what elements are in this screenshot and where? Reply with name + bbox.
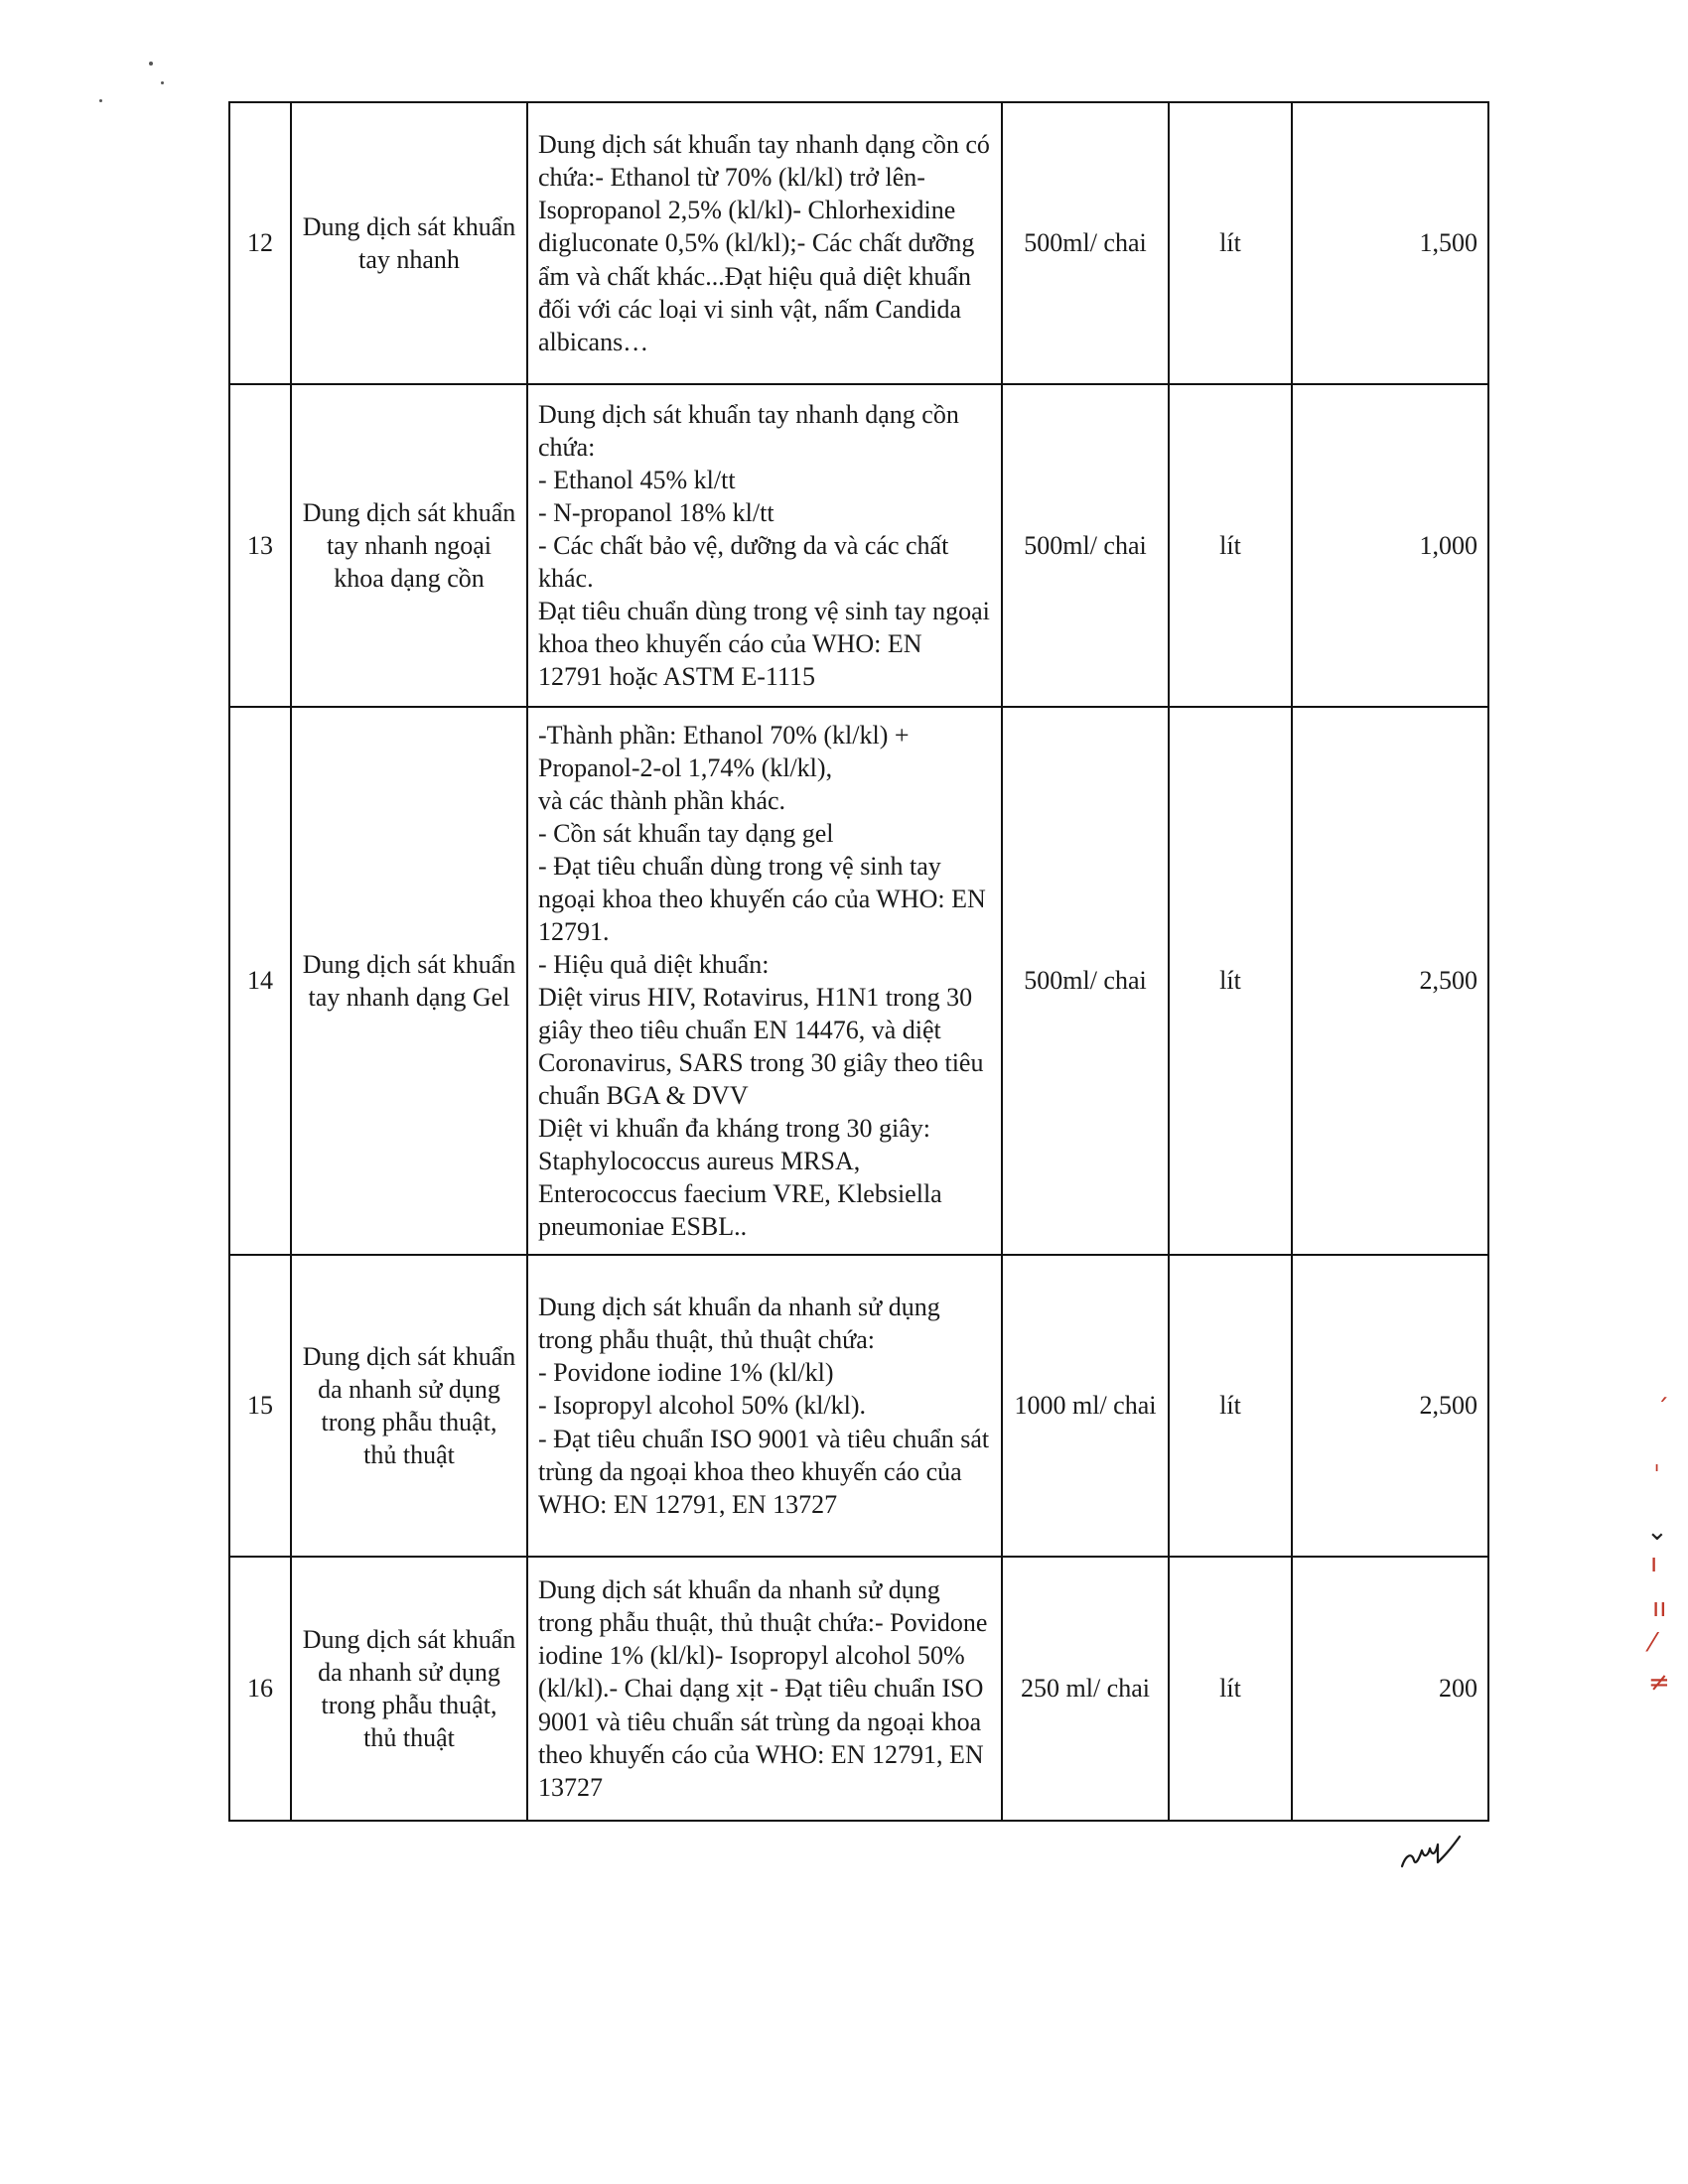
margin-tick-mark: ıı <box>1652 1593 1667 1623</box>
packaging: 1000 ml/ chai <box>1002 1255 1169 1557</box>
margin-tick-mark: ˌ <box>1653 1444 1661 1474</box>
margin-tick-mark: ⁄ <box>1650 1628 1655 1658</box>
quantity: 2,500 <box>1292 707 1488 1255</box>
unit: lít <box>1169 384 1292 707</box>
spec-line: - Hiệu quả diệt khuẩn: <box>538 949 770 979</box>
spec-line: - Isopropyl alcohol 50% (kl/kl). <box>538 1391 866 1421</box>
row-number: 15 <box>229 1255 291 1557</box>
table-row <box>229 102 1488 384</box>
spec-line: Dung dịch sát khuẩn da nhanh sử dụng trong phẫu thuật, thủ thuật chứa: <box>538 1293 940 1355</box>
row-number: 12 <box>229 102 291 384</box>
product-spec <box>527 102 1002 384</box>
packaging: 250 ml/ chai <box>1002 1557 1169 1821</box>
spec-line: và các thành phần khác. <box>538 785 786 815</box>
unit: lít <box>1169 1255 1292 1557</box>
product-spec <box>527 1557 1002 1821</box>
spec-line: Diệt vi khuẩn đa kháng trong 30 giây: Staphylococcus aureus MRSA, Enterococcus faecium VRE, Klebsiella pneumoniae ESBL.. <box>538 1114 942 1242</box>
spec-line: - Đạt tiêu chuẩn ISO 9001 và tiêu chuẩn sát trùng da ngoại khoa theo khuyến cáo của WHO: EN 12791, EN 13727 <box>538 1424 990 1519</box>
packaging: 500ml/ chai <box>1002 102 1169 384</box>
product-name: Dung dịch sát khuẩn tay nhanh ngoại khoa dạng cồn <box>291 384 527 707</box>
table-row <box>229 707 1488 1255</box>
quantity: 2,500 <box>1292 1255 1488 1557</box>
unit: lít <box>1169 707 1292 1255</box>
row-number: 14 <box>229 707 291 1255</box>
margin-tick-mark: ⌄ <box>1646 1517 1668 1547</box>
spec-line: Dung dịch sát khuẩn da nhanh sử dụng trong phẫu thuật, thủ thuật chứa:- Povidone iodine 1% (kl/kl)- Isopropyl alcohol 50% (kl/kl).- Chai dạng xịt - Đạt tiêu chuẩn ISO 9001 và tiêu chuẩn sát trùng da ngoại khoa theo khuyến cáo của WHO: EN 12791, EN 13727 <box>538 1575 988 1802</box>
quantity: 200 <box>1292 1557 1488 1821</box>
product-name: Dung dịch sát khuẩn tay nhanh <box>291 102 527 384</box>
spec-line: - Cồn sát khuẩn tay dạng gel <box>538 818 834 848</box>
spec-line: Dung dịch sát khuẩn tay nhanh dạng cồn có chứa:- Ethanol từ 70% (kl/kl) trở lên- Isopropanol 2,5% (kl/kl)- Chlorhexidine digluconate 0,5% (kl/kl);- Các chất dưỡng ẩm và chất khác...Đạt hiệu quả diệt khuẩn đối với các loại vi sinh vật, nấm Candida albicans… <box>538 130 990 356</box>
spec-line: - Ethanol 45% kl/tt <box>538 465 736 494</box>
spec-line: - Povidone iodine 1% (kl/kl) <box>538 1358 834 1388</box>
product-name: Dung dịch sát khuẩn tay nhanh dạng Gel <box>291 707 527 1255</box>
scan-speck <box>149 62 153 66</box>
spec-line: - Đạt tiêu chuẩn dùng trong vệ sinh tay ngoại khoa theo khuyến cáo của WHO: EN 12791. <box>538 851 986 946</box>
row-number: 13 <box>229 384 291 707</box>
row-number: 16 <box>229 1557 291 1821</box>
scan-speck <box>99 99 102 102</box>
quantity: 1,000 <box>1292 384 1488 707</box>
scan-speck <box>161 81 164 84</box>
spec-line: - N-propanol 18% kl/tt <box>538 497 774 527</box>
product-spec <box>527 384 1002 707</box>
margin-tick-mark: ≠ <box>1648 1668 1670 1698</box>
margin-tick-mark: ı <box>1650 1549 1658 1578</box>
product-name: Dung dịch sát khuẩn da nhanh sử dụng trong phẫu thuật, thủ thuật <box>291 1557 527 1821</box>
handwritten-initials <box>1398 1827 1468 1876</box>
quantity: 1,500 <box>1292 102 1488 384</box>
table-row <box>229 1557 1488 1821</box>
spec-line: Đạt tiêu chuẩn dùng trong vệ sinh tay ngoại khoa theo khuyến cáo của WHO: EN 12791 hoặc ASTM E-1115 <box>538 597 990 692</box>
margin-tick-mark: ˊ <box>1656 1395 1669 1425</box>
packaging: 500ml/ chai <box>1002 707 1169 1255</box>
spec-line: - Các chất bảo vệ, dưỡng da và các chất khác. <box>538 530 949 593</box>
spec-line: Dung dịch sát khuẩn tay nhanh dạng cồn chứa: <box>538 399 959 462</box>
product-name: Dung dịch sát khuẩn da nhanh sử dụng trong phẫu thuật, thủ thuật <box>291 1255 527 1557</box>
spec-line: -Thành phần: Ethanol 70% (kl/kl) + Propanol-2-ol 1,74% (kl/kl), <box>538 720 910 782</box>
unit: lít <box>1169 102 1292 384</box>
spec-line: Diệt virus HIV, Rotavirus, H1N1 trong 30 giây theo tiêu chuẩn EN 14476, và diệt Coronavirus, SARS trong 30 giây theo tiêu chuẩn BGA & DVV <box>538 983 984 1111</box>
table-row <box>229 384 1488 707</box>
packaging: 500ml/ chai <box>1002 384 1169 707</box>
table-row <box>229 1255 1488 1557</box>
product-spec <box>527 707 1002 1255</box>
product-spec <box>527 1255 1002 1557</box>
product-spec-table <box>228 101 1489 1822</box>
unit: lít <box>1169 1557 1292 1821</box>
